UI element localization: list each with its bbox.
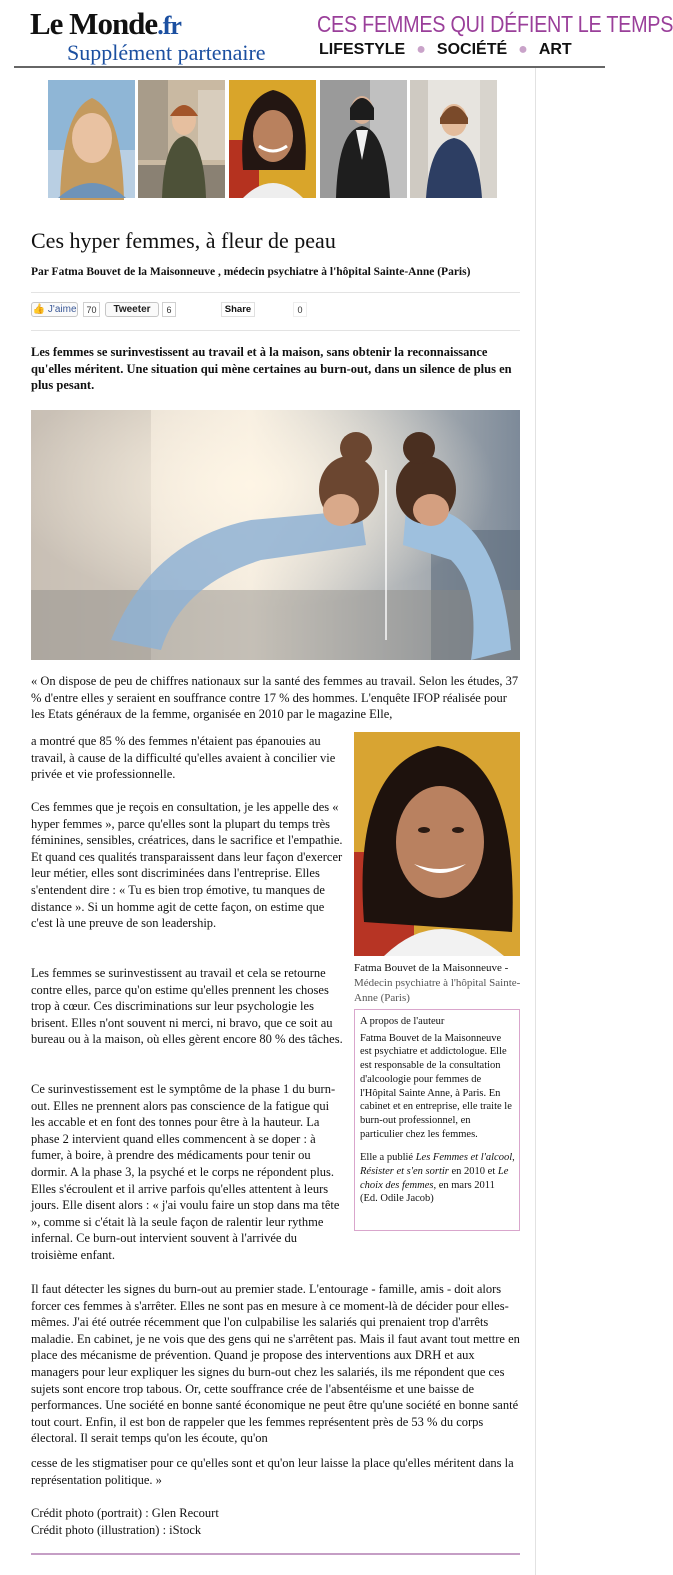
thumbnail-portrait-4[interactable] xyxy=(320,80,407,198)
illustration-image xyxy=(31,410,520,660)
thumbnail-portrait-3[interactable] xyxy=(229,80,316,198)
sidebar-divider xyxy=(535,68,536,1575)
about-publications: Elle a publié Les Femmes et l'alcool, Résister et s'en sortir en 2010 et Le choix des femmes, en mars 2011 (Ed. Odile Jacob) xyxy=(360,1152,515,1205)
article-paragraph: Ce surinvestissement est le symptôme de la phase 1 du burn-out. Elles ne prennent alors pas conscience de la fatigue qui les accable et en font des tonnes pour être à la hauteur. La phase 2 intervient quand elles commencent à se doper : à fumer, à boire, à prendre des médicaments pour tenir ou dormir. A la phase 3, la psyché et le corps ne répondent plus. Elles s'écroulent et il arrive parfois qu'elles attentent à leurs jours. Elle disent alors : « j'ai voulu faire un stop dans ma tête », comme si c'était là la seule façon de ralentir leur rythme infernal. Ce burn-out intervient souvent à l'arrivée du troisième enfant. xyxy=(31,1082,340,1262)
nav-item-lifestyle[interactable]: LIFESTYLE xyxy=(319,41,406,58)
thumbnail-portrait-5[interactable] xyxy=(410,80,497,198)
article-title: Ces hyper femmes, à fleur de peau xyxy=(31,228,336,253)
about-text: Fatma Bouvet de la Maisonneuve est psychiatre et addictologue. Elle est responsable de la consultation d'alcoologie pour femmes de l'Hôpital Sainte Anne, à Paris. En cabinet et en entreprise, elle traite le burn-out professionnel, en particulier chez les femmes. xyxy=(360,1032,512,1140)
thumbnail-portrait-1[interactable] xyxy=(48,80,135,198)
article-paragraph: Il faut détecter les signes du burn-out au premier stade. L'entourage - famille, amis - doit alors forcer ces femmes à s'arrêter. Elles ne sont pas en mesure à ce moment-là de décider pour elles-mêmes. J'ai été outrée récemment que l'on culpabilise les salariés qui prenaient trop d'arrêts maladie. En cabinet, je ne vois que des gens qui ne s'arrêtent pas. Mais il faut avant tout mettre en place des mécanisme de prévention. Quand je propose des interventions aux DRH et aux managers pour leur expliquer les signes du burn-out chez les salariés, ils me répondent que ces sujets sont encore trop tabous. Or, cette souffrance crée de l'absentéisme et une baisse de performances. Une société en bonne santé économique ne peut être qu'une société en bonne santé tout court. Enfin, il est bon de rappeler que les femmes représentent près de 53 % du corps électoral. Il serait temps qu'on les écoute, qu'on xyxy=(31,1282,520,1446)
tweet-count: 6 xyxy=(162,302,176,317)
article-paragraph: « On dispose de peu de chiffres nationaux sur la santé des femmes au travail. Selon les études, 37 % d'entre elles y seraient en souffrance contre 17 % des hommes. L'enquête IFOP réalisée pour les Etats généraux de la femme, organisée en 2010 par le magazine Elle, xyxy=(31,674,519,722)
share-count: 0 xyxy=(293,302,307,317)
caption-name: Fatma Bouvet de la Maisonneuve - xyxy=(354,962,509,974)
tweet-button[interactable]: Tweeter xyxy=(105,302,159,317)
article-paragraph: Ces femmes que je reçois en consultation, je les appelle des « hyper femmes », parce qu'elles sont la plupart du temps très féminines, sensibles, créatrices, dans le sacrifice et l'empathie. Et quand ces qualités transparaissent dans leur façon d'exercer leur métier, elles sont discriminées dans l'entreprise. Elles s'entendent dire : « Tu es bien trop émotive, tu manques de distance ». Si un homme agit de cette façon, on estime que c'est là une preuve de son leadership. xyxy=(31,800,343,931)
article-paragraph: a montré que 85 % des femmes n'étaient pas épanouies au travail, à cause de la difficulté qu'elles avaient à concilier vie privée et vie professionnelle. xyxy=(31,734,336,782)
footer-divider xyxy=(31,1553,520,1555)
book-title: Le choix des femmes xyxy=(360,1166,509,1191)
article-lead: Les femmes se surinvestissent au travail et à la maison, sans obtenir la reconnaissance qu'elles méritent. Une situation qui mène certaines au burn-out, dans un silence de plus en plus pesant. xyxy=(31,345,512,392)
caption-role: Médecin psychiatre à l'hôpital Sainte-Anne (Paris) xyxy=(354,977,521,1004)
le-monde-logo[interactable]: Le Monde.fr xyxy=(30,6,181,41)
thumbnail-portrait-2[interactable] xyxy=(138,80,225,198)
nav-separator: ● xyxy=(416,41,426,58)
credit-portrait: Crédit photo (portrait) : Glen Recourt xyxy=(31,1506,219,1520)
facebook-like-button[interactable]: 👍 J'aime xyxy=(32,304,77,315)
site-header xyxy=(0,0,673,70)
book-title: Résister et s'en sortir xyxy=(360,1166,449,1178)
about-author-box xyxy=(354,1009,520,1231)
nav-item-societe[interactable]: SOCIÉTÉ xyxy=(436,41,508,58)
nav-separator: ● xyxy=(518,41,528,58)
section-tagline: CES FEMMES QUI DÉFIENT LE TEMPS xyxy=(317,11,673,37)
portrait-caption xyxy=(354,961,526,1006)
header-divider xyxy=(14,66,605,68)
share-button[interactable]: Share xyxy=(221,302,255,317)
like-count: 70 xyxy=(83,302,100,317)
section-nav xyxy=(319,41,572,59)
author-portrait xyxy=(354,732,520,956)
article-byline: Par Fatma Bouvet de la Maisonneuve , médecin psychiatre à l'hôpital Sainte-Anne (Paris) xyxy=(31,266,471,278)
nav-item-art[interactable]: ART xyxy=(538,41,572,58)
book-title: Les Femmes et l'alcool xyxy=(415,1152,513,1164)
divider xyxy=(31,330,520,331)
divider xyxy=(31,292,520,293)
logo-subtitle: Supplément partenaire xyxy=(67,40,266,65)
article-paragraph: Les femmes se surinvestissent au travail et cela se retourne contre elles, parce qu'on estime qu'elles prennent les choses trop à cœur. Ces discriminations sur leur psychologie les brisent. Elles n'ont souvent ni merci, ni bravo, que ce soit au bureau ou à la maison, où elles gèrent encore 80 % des tâches. xyxy=(31,966,343,1047)
article-paragraph: cesse de les stigmatiser pour ce qu'elles sont et qu'on leur laisse la place qu'elles méritent dans la représentation politique. » xyxy=(31,1456,514,1487)
about-title: A propos de l'auteur xyxy=(360,1016,445,1027)
credit-illustration: Crédit photo (illustration) : iStock xyxy=(31,1522,202,1537)
photo-credits xyxy=(31,1505,219,1538)
thumbs-up-icon: 👍 xyxy=(32,304,45,315)
